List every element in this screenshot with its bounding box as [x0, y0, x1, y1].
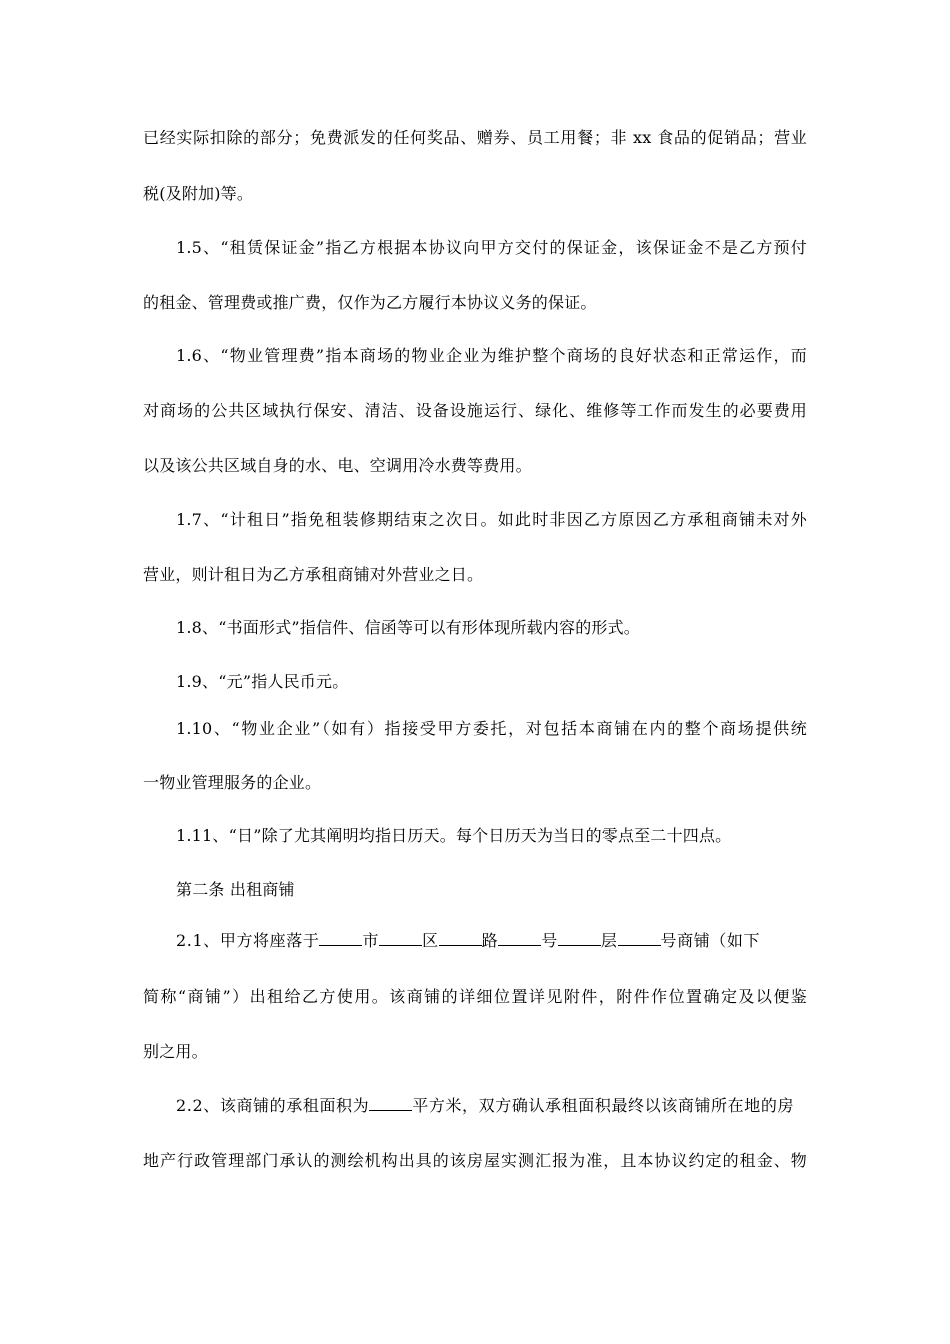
- paragraph-line: 地产行政管理部门承认的测绘机构出具的该房屋实测汇报为准，且本协议约定的租金、物: [143, 1151, 807, 1170]
- paragraph-line: 税(及附加)等。: [143, 184, 254, 203]
- clause-1-5-line: 1.5、“租赁保证金”指乙方根据本协议向甲方交付的保证金，该保证金不是乙方预付: [176, 238, 807, 257]
- blank-field-floor: [558, 931, 601, 946]
- clause-1-10-line: 1.10、“物业企业”（如有）指接受甲方委托，对包括本商铺在内的整个商场提供统: [176, 719, 807, 738]
- clause-1-7-line: 1.7、“计租日”指免租装修期结束之次日。如此时非因乙方原因乙方承租商铺未对外: [176, 510, 807, 529]
- label-city: 市: [362, 931, 380, 950]
- clause-1-8-line: 1.8、“书面形式”指信件、信函等可以有形体现所载内容的形式。: [176, 618, 641, 637]
- clause-2-2-text: 2.2、该商铺的承租面积为: [176, 1096, 370, 1115]
- clause-2-1-line: [176, 931, 760, 951]
- clause-2-1-text: 2.1、甲方将座落于: [176, 931, 320, 950]
- clause-2-2-text-cont: 平方米，双方确认承租面积最终以该商铺所在地的房: [412, 1096, 795, 1115]
- clause-1-9-line: 1.9、“元”指人民币元。: [176, 672, 349, 691]
- paragraph-line: 对商场的公共区域执行保安、清洁、设备设施运行、绿化、维修等工作而发生的必要费用: [143, 401, 807, 420]
- paragraph-line: 营业，则计租日为乙方承租商铺对外营业之日。: [143, 565, 484, 584]
- paragraph-line: 以及该公共区域自身的水、电、空调用冷水费等费用。: [143, 456, 532, 475]
- clause-2-2-line: [176, 1096, 794, 1116]
- paragraph-line: 的租金、管理费或推广费，仅作为乙方履行本协议义务的保证。: [143, 293, 597, 312]
- label-road: 路: [481, 931, 499, 950]
- article-2-heading: 第二条 出租商铺: [176, 880, 295, 899]
- label-district: 区: [422, 931, 439, 950]
- paragraph-line: 一物业管理服务的企业。: [143, 773, 322, 792]
- clause-1-11-line: 1.11、“日”除了尤其阐明均指日历天。每个日历天为当日的零点至二十四点。: [176, 826, 732, 845]
- blank-field-district: [379, 931, 422, 946]
- label-number: 号: [541, 931, 558, 950]
- blank-field-number: [498, 931, 541, 946]
- paragraph-line: 别之用。: [143, 1042, 208, 1061]
- label-shop: 号商铺（如下: [660, 931, 761, 950]
- blank-field-area: [369, 1096, 412, 1111]
- label-floor: 层: [600, 931, 618, 950]
- blank-field-shop: [618, 931, 661, 946]
- clause-1-6-line: 1.6、“物业管理费”指本商场的物业企业为维护整个商场的良好状态和正常运作，而: [176, 346, 807, 365]
- paragraph-line: 简称“商铺”）出租给乙方使用。该商铺的详细位置详见附件，附件作位置确定及以便鉴: [143, 987, 807, 1006]
- blank-field-city: [319, 931, 362, 946]
- blank-field-road: [439, 931, 482, 946]
- paragraph-line: 已经实际扣除的部分；免费派发的任何奖品、赠券、员工用餐；非 xx 食品的促销品；营业: [143, 128, 807, 147]
